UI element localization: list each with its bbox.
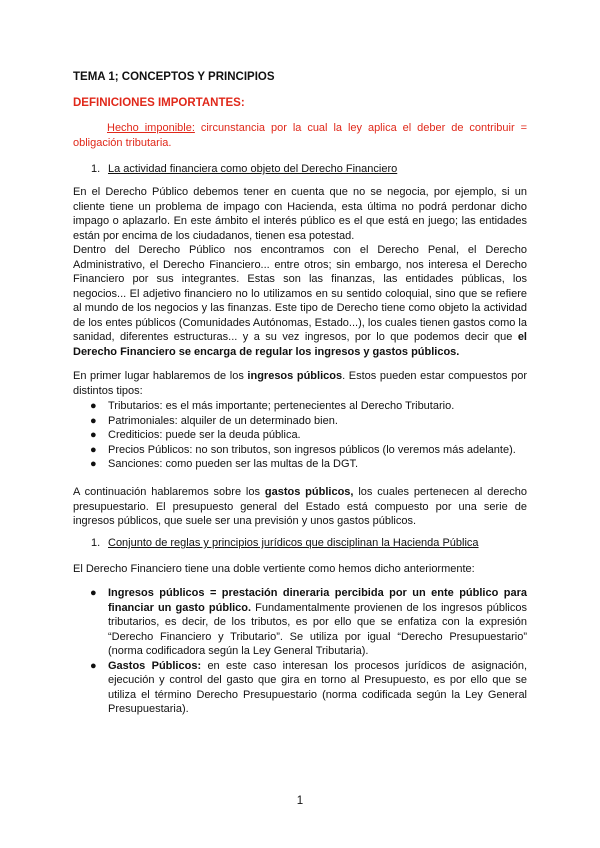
paragraph-bold: el Derecho Financiero se encarga de regular los ingresos y gastos públicos. xyxy=(73,331,527,358)
list-item xyxy=(90,414,527,429)
paragraph: El Derecho Financiero tiene una doble vertiente como hemos dicho anteriormente: xyxy=(73,563,475,575)
vertientes-list xyxy=(90,586,527,717)
section-title: La actividad financiera como objeto del Derecho Financiero xyxy=(108,163,398,175)
paragraph-text: Dentro del Derecho Público nos encontramos con el Derecho Penal, el Derecho Administrativo, el Derecho Financiero... entre otros; sin embargo, nos interesa el Derecho Financiero por sus integrantes. Estas son las finanzas, las entidades públicas, los negocios... El adjetivo financiero no lo utilizamos en su sentido coloquial, sino que se refiere al mundo de los negocios y las finanzas. Este tipo de Derecho tiene como objeto la actividad de los entes públicos (Comunidades Autónomas, Estado...), los cuales tienen gastos como la sanidad, diferentes estructuras... y a su vez ingresos, por lo que podemos decir que xyxy=(73,244,527,343)
list-item xyxy=(90,659,527,717)
bullet-icon: ● xyxy=(90,443,97,456)
page-number: 1 xyxy=(296,795,304,807)
list-item-text: Fundamentalmente provienen de los ingresos públicos tributarios, es decir, de los tributos, es por ello que se enfatiza con la expresión “Derecho Financiero y Tributario”. Se utiliza por igual “Derecho Presupuestario” (norma codificadora según la Ley General Tributaria). xyxy=(108,601,527,657)
section-heading-1 xyxy=(91,162,397,176)
ingresos-list xyxy=(90,399,527,472)
paragraph-text: . Estos pueden estar compuestos por distintos tipos: xyxy=(73,370,527,397)
list-item-text: Precios Públicos: no son tributos, son ingresos públicos (lo veremos más adelante). xyxy=(108,443,516,456)
list-item xyxy=(90,586,527,659)
list-item-text: en este caso interesan los procesos jurídicos de asignación, ejecución y control del gasto que gira en torno al Presupuesto, es por ello que se utiliza el término Derecho Presupuestario (norma codificada según la Ley General Presupuestaria). xyxy=(108,659,528,715)
paragraph-text: los cuales pertenecen al derecho presupuestario. El presupuesto general del Estado está compuesto por una serie de ingresos públicos, que suele ser una previsión y unos gastos públicos. xyxy=(73,486,527,527)
bullet-icon: ● xyxy=(90,587,97,599)
list-item-text: Patrimoniales: alquiler de un determinado bien. xyxy=(108,414,338,427)
list-item xyxy=(90,399,527,414)
paragraph-bold: gastos públicos, xyxy=(264,486,354,498)
hecho-imponible-text: circunstancia por la cual la ley aplica el deber de contribuir = obligación tributaria. xyxy=(73,122,528,149)
paragraph xyxy=(73,243,527,359)
paragraph: En el Derecho Público debemos tener en cuenta que no se negocia, por ejemplo, si un cliente tiene un problema de impago con Hacienda, esta última no podrá perdonar dicho impago o aplazarlo. En este ámbito el interés público es el que está en juego; las entidades están por encima de los ciudadanos, tienen esa potestad. xyxy=(73,186,527,242)
paragraph-bold: ingresos públicos xyxy=(247,370,343,382)
list-item xyxy=(90,443,527,458)
hecho-imponible-term: Hecho imponible: xyxy=(107,122,195,134)
paragraph xyxy=(73,485,527,529)
bullet-icon: ● xyxy=(90,429,97,441)
list-item-text: Crediticios: puede ser la deuda pública. xyxy=(108,429,301,441)
section-heading-2 xyxy=(91,536,479,550)
section-number: 1. xyxy=(91,163,101,175)
list-item-text: Sanciones: como pueden ser las multas de la DGT. xyxy=(108,458,359,470)
bullet-icon: ● xyxy=(90,659,97,672)
bullet-icon: ● xyxy=(90,458,97,470)
paragraph-text: En primer lugar hablaremos de los xyxy=(73,370,248,382)
list-item-bold: Ingresos públicos = prestación dineraria percibida por un ente público para financiar un gasto público. xyxy=(108,587,527,614)
bullet-icon: ● xyxy=(90,400,97,412)
list-item-bold: Gastos Públicos: xyxy=(108,659,202,672)
list-item xyxy=(90,457,527,472)
paragraph xyxy=(73,369,527,398)
paragraph-block xyxy=(73,185,527,359)
list-item-text: Tributarios: es el más importante; pertenecientes al Derecho Tributario. xyxy=(108,400,455,412)
bullet-icon: ● xyxy=(90,414,97,427)
section-number: 1. xyxy=(91,537,101,549)
page-title: TEMA 1; CONCEPTOS Y PRINCIPIOS xyxy=(73,71,275,83)
hecho-imponible-definition xyxy=(73,121,527,150)
section-title: Conjunto de reglas y principios jurídicos que disciplinan la Hacienda Pública xyxy=(108,537,479,549)
list-item xyxy=(90,428,527,443)
definitions-heading: DEFINICIONES IMPORTANTES: xyxy=(73,97,245,109)
paragraph-text: A continuación hablaremos sobre los xyxy=(73,486,265,498)
